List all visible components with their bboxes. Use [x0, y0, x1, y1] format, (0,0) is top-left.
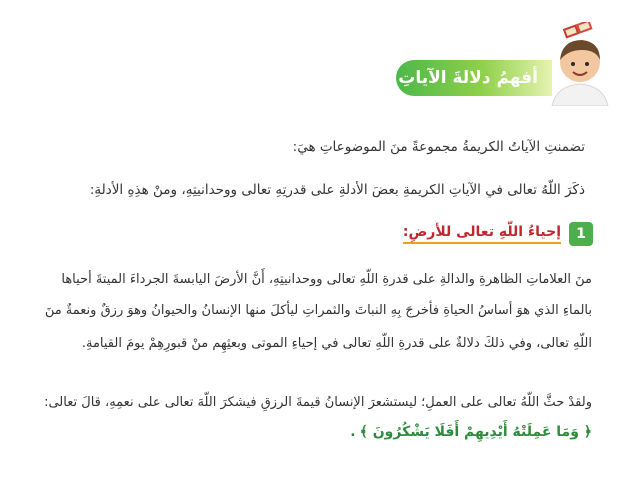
paragraph-line-1: منَ العلاماتِ الظاهرةِ والدالةِ على قدرةِ اللّهِ تعالى ووحدانيتِهِ، أَنَّ الأرضَ اليابسةَ الجرداءَ الميتةَ أحياها: [61, 272, 592, 287]
paragraph-line-2: بالماءِ الذي هوَ أساسُ الحياةِ فأخرجَ بِهِ النباتَ والثمراتِ ليأكلَ منها الإنسانُ والحيوانُ وهوَ رزقٌ ونعمةٌ منَ: [44, 303, 592, 318]
section-title: إحياءُ اللّهِ تعالى للأرضِ:: [403, 224, 561, 244]
header-banner: [396, 60, 552, 96]
verse-text: ﴿ وَمَا عَمِلَتْهُ أَيْدِيهِمْ أَفَلَا يَشْكُرُونَ ﴾: [359, 424, 592, 440]
intro-line-1: تضمنتِ الآياتُ الكريمةُ مجموعةً منَ الموضوعاتِ هيَ:: [292, 139, 585, 155]
intro-line-2: ذكَرَ اللّهُ تعالى في الآياتِ الكريمةِ بعضَ الأدلةِ على قدرتِهِ تعالى ووحدانيتِهِ، ومنْ هذِهِ الأدلةِ:: [89, 182, 585, 198]
quran-verse: [350, 424, 592, 440]
paragraph-line-3: اللّهِ تعالى، وفي ذلكَ دلالةٌ على قدرةِ اللّهِ تعالى في إحياءِ الموتى وبعثِهِم منْ قبورِهِمْ يومَ القيامةِ.: [81, 336, 592, 351]
page-title: أفهمُ دلالةَ الآياتِ: [398, 68, 538, 88]
verse-end: .: [350, 424, 356, 440]
section-heading: [403, 222, 593, 246]
paragraph-line-4: ولقدْ حثَّ اللّهُ تعالى على العملِ؛ ليستشعرَ الإنسانُ قيمةَ الرزقِ فيشكرَ اللّهَ تعالى على نعمِهِ، قالَ تعالى:: [44, 395, 592, 410]
section-number-badge: 1: [569, 222, 593, 246]
